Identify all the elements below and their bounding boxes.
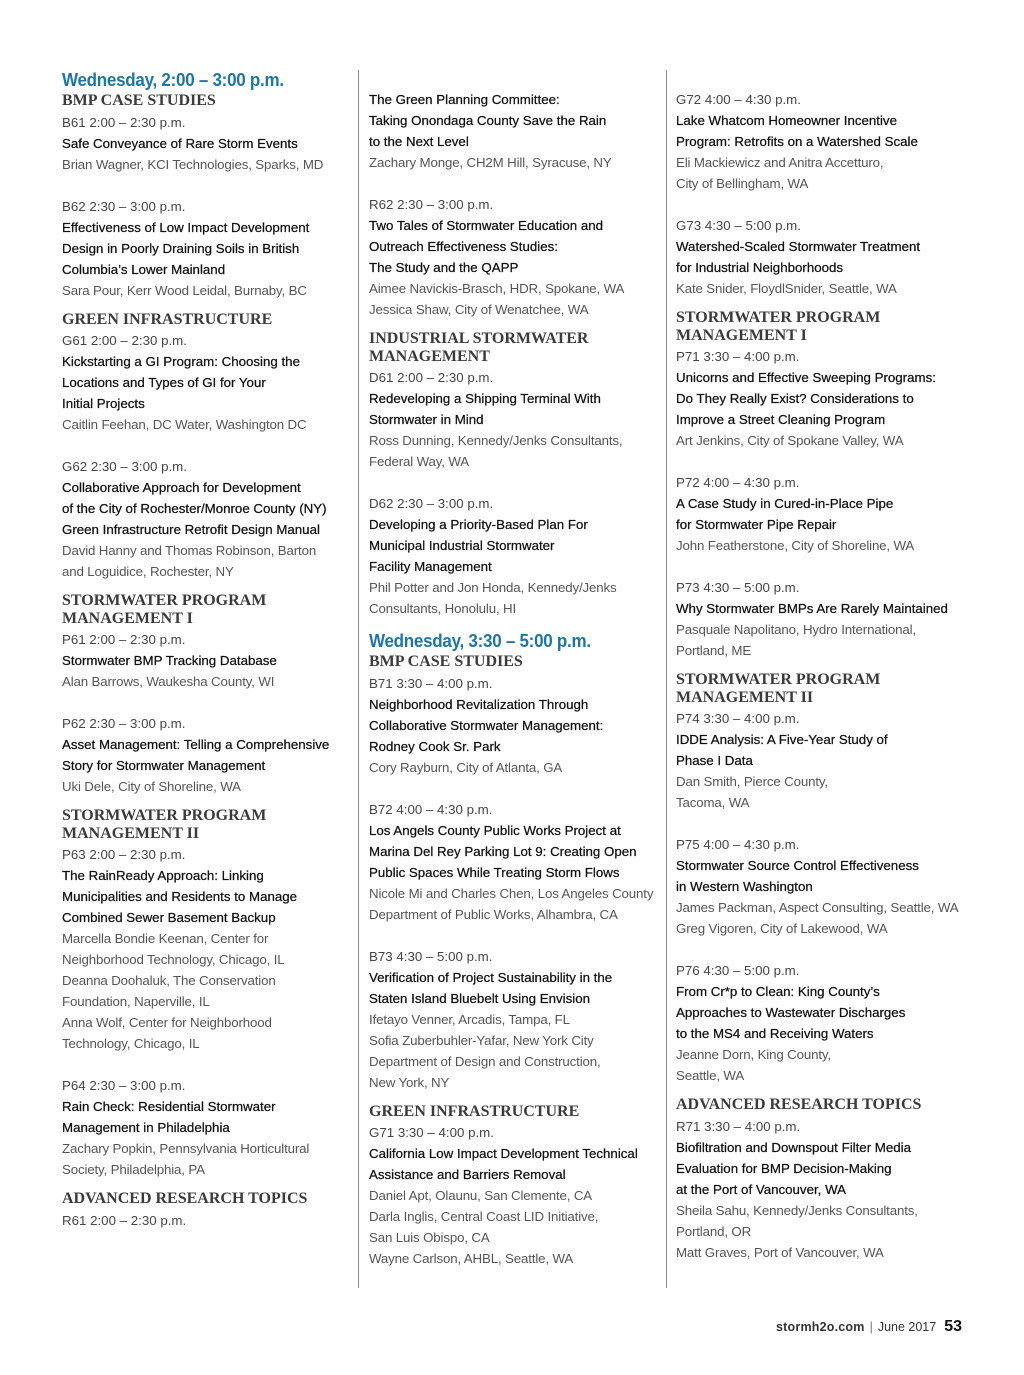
- talk-entry: [62, 112, 358, 175]
- talk-title-line: Approaches to Wastewater Discharges: [676, 1005, 906, 1020]
- talk-title-line: Municipal Industrial Stormwater: [369, 538, 555, 553]
- talk-speaker-line: Portland, OR: [676, 1223, 752, 1239]
- talk-speaker-line: Kate Snider, FloydlSnider, Seattle, WA: [676, 281, 897, 296]
- talk-speaker-line: San Luis Obispo, CA: [369, 1230, 490, 1245]
- talk-code-time: P62 2:30 – 3:00 p.m.: [62, 716, 186, 731]
- talk-title-line: Green Infrastructure Retrofit Design Manual: [62, 522, 320, 537]
- talk-title-line: Neighborhood Revitalization Through: [369, 696, 589, 712]
- talk-title-line: Biofiltration and Downspout Filter Media: [676, 1139, 912, 1155]
- talk-title-line: in Western Washington: [676, 879, 813, 894]
- talk-speaker-line: Daniel Apt, Olaunu, San Clemente, CA: [369, 1188, 592, 1203]
- talk-speaker-line: Seattle, WA: [676, 1068, 745, 1083]
- talk-speaker-line: Matt Graves, Port of Vancouver, WA: [676, 1244, 884, 1260]
- talk-speaker-line: Foundation, Naperville, IL: [62, 994, 210, 1009]
- talk-code-time: P61 2:00 – 2:30 p.m.: [62, 632, 186, 647]
- track-heading-line: MANAGEMENT II: [62, 824, 200, 842]
- talk-speaker-line: Department of Design and Construction,: [369, 1053, 601, 1069]
- talk-title-line: Why Stormwater BMPs Are Rarely Maintained: [676, 601, 948, 616]
- talk-speaker-line: Deanna Doohaluk, The Conservation: [62, 973, 276, 988]
- talk-speaker-line: Ifetayo Venner, Arcadis, Tampa, FL: [369, 1011, 570, 1027]
- track-heading: [369, 330, 665, 367]
- talk-title-line: IDDE Analysis: A Five-Year Study of: [676, 732, 888, 747]
- talk-title-line: to the MS4 and Receiving Waters: [676, 1026, 874, 1041]
- talk-entry: [676, 346, 972, 451]
- talk-title-line: Program: Retrofits on a Watershed Scale: [676, 134, 918, 149]
- talk-speaker-line: James Packman, Aspect Consulting, Seattle, WA: [676, 900, 959, 915]
- track-heading-line: MANAGEMENT II: [676, 688, 814, 706]
- talk-entry: [62, 456, 358, 582]
- talk-title-line: From Cr*p to Clean: King County’s: [676, 984, 880, 999]
- talk-speaker-line: Zachary Popkin, Pennsylvania Horticultural: [62, 1141, 310, 1156]
- talk-title-line: Rodney Cook Sr. Park: [369, 738, 501, 754]
- talk-speaker-line: Ross Dunning, Kennedy/Jenks Consultants,: [369, 433, 623, 448]
- talk-speaker-line: Brian Wagner, KCI Technologies, Sparks, MD: [62, 156, 324, 172]
- talk-speaker-line: Portland, ME: [676, 643, 752, 658]
- talk-code-time: P64 2:30 – 3:00 p.m.: [62, 1078, 186, 1093]
- talk-code-time: P75 4:00 – 4:30 p.m.: [676, 837, 800, 852]
- talk-speaker-line: Tacoma, WA: [676, 795, 750, 810]
- talk-code-time: B71 3:30 – 4:00 p.m.: [369, 675, 493, 691]
- track-heading-line: ADVANCED RESEARCH TOPICS: [676, 1096, 922, 1113]
- talk-title-line: Los Angels County Public Works Project at: [369, 822, 621, 838]
- talk-entry: [676, 472, 972, 556]
- talk-speaker-line: Zachary Monge, CH2M Hill, Syracuse, NY: [369, 155, 612, 170]
- talk-title-line: California Low Impact Development Technical: [369, 1146, 638, 1161]
- track-heading-line: MANAGEMENT I: [62, 609, 193, 627]
- talk-code-time: G72 4:00 – 4:30 p.m.: [676, 92, 801, 107]
- track-heading: [676, 671, 972, 708]
- talk-code-time: P71 3:30 – 4:00 p.m.: [676, 349, 800, 364]
- talk-title-line: Improve a Street Cleaning Program: [676, 412, 886, 427]
- track-heading-line: BMP CASE STUDIES: [62, 92, 216, 109]
- page-footer: [776, 1318, 962, 1336]
- talk-title-line: for Stormwater Pipe Repair: [676, 517, 837, 532]
- talk-speaker-line: Sara Pour, Kerr Wood Leidal, Burnaby, BC: [62, 282, 307, 298]
- track-heading: [62, 807, 358, 844]
- talk-speaker-line: Greg Vigoren, City of Lakewood, WA: [676, 921, 888, 936]
- talk-entry: [676, 577, 972, 661]
- track-heading: [62, 92, 358, 112]
- talk-code-time: P76 4:30 – 5:00 p.m.: [676, 963, 800, 978]
- talk-title-line: Outreach Effectiveness Studies:: [369, 239, 558, 254]
- track-heading: [62, 592, 358, 629]
- track-heading-line: GREEN INFRASTRUCTURE: [62, 310, 273, 328]
- program-column-3: [676, 68, 972, 1263]
- talk-entry: [369, 946, 665, 1093]
- talk-speaker-line: Sheila Sahu, Kennedy/Jenks Consultants,: [676, 1202, 918, 1218]
- talk-title-line: Assistance and Barriers Removal: [369, 1167, 566, 1182]
- talk-speaker-line: Caitlin Feehan, DC Water, Washington DC: [62, 417, 307, 432]
- track-heading: [369, 653, 665, 673]
- talk-title-line: Watershed-Scaled Stormwater Treatment: [676, 239, 921, 254]
- track-heading-line: BMP CASE STUDIES: [369, 653, 523, 670]
- talk-title-line: Redeveloping a Shipping Terminal With: [369, 391, 601, 406]
- talk-speaker-line: Wayne Carlson, AHBL, Seattle, WA: [369, 1251, 574, 1266]
- talk-title-line: Two Tales of Stormwater Education and: [369, 218, 604, 233]
- talk-title-line: The Study and the QAPP: [369, 260, 519, 275]
- talk-code-time: D62 2:30 – 3:00 p.m.: [369, 496, 494, 511]
- talk-entry: [369, 1122, 665, 1269]
- talk-title-line: Verification of Project Sustainability in the: [369, 969, 613, 985]
- talk-speaker-line: Department of Public Works, Alhambra, CA: [369, 906, 618, 922]
- track-heading-line: STORMWATER PROGRAM: [676, 671, 881, 688]
- talk-entry: [369, 799, 665, 925]
- talk-title-line: Do They Really Exist? Considerations to: [676, 391, 914, 406]
- talk-code-time: B62 2:30 – 3:00 p.m.: [62, 198, 186, 214]
- talk-speaker-line: and Loguidice, Rochester, NY: [62, 564, 234, 579]
- talk-speaker-line: Federal Way, WA: [369, 454, 469, 469]
- column-divider: [358, 70, 359, 1288]
- program-column-2: [369, 68, 665, 1269]
- talk-title-line: Locations and Types of GI for Your: [62, 375, 266, 390]
- talk-title-line: Columbia’s Lower Mainland: [62, 261, 226, 277]
- talk-speaker-line: Nicole Mi and Charles Chen, Los Angeles County: [369, 885, 654, 901]
- session-heading: Wednesday, 2:00 – 3:00 p.m.: [62, 69, 284, 90]
- talk-title-line: Collaborative Stormwater Management:: [369, 717, 604, 733]
- talk-speaker-line: Neighborhood Technology, Chicago, IL: [62, 952, 285, 967]
- talk-title-line: Safe Conveyance of Rare Storm Events: [62, 135, 298, 151]
- talk-entry: [676, 834, 972, 939]
- talk-speaker-line: Art Jenkins, City of Spokane Valley, WA: [676, 433, 904, 448]
- talk-entry: [676, 1116, 972, 1263]
- talk-code-time: B72 4:00 – 4:30 p.m.: [369, 801, 493, 817]
- talk-entry: [62, 629, 358, 692]
- talk-title-line: Effectiveness of Low Impact Development: [62, 219, 310, 235]
- track-heading-line: STORMWATER PROGRAM: [62, 592, 267, 609]
- talk-code-time: G62 2:30 – 3:00 p.m.: [62, 459, 187, 474]
- talk-code-time: R62 2:30 – 3:00 p.m.: [369, 197, 494, 212]
- talk-title-line: Public Spaces While Treating Storm Flows: [369, 864, 620, 880]
- talk-speaker-line: City of Bellingham, WA: [676, 176, 809, 191]
- talk-title-line: of the City of Rochester/Monroe County (NY): [62, 501, 327, 516]
- talk-speaker-line: Jeanne Dorn, King County,: [676, 1047, 831, 1062]
- track-heading: [62, 311, 358, 331]
- footer-website: stormh2o.com: [776, 1320, 865, 1334]
- track-heading-line: ADVANCED RESEARCH TOPICS: [62, 1190, 308, 1207]
- talk-speaker-line: Aimee Navickis-Brasch, HDR, Spokane, WA: [369, 281, 625, 296]
- talk-title-line: Story for Stormwater Management: [62, 758, 266, 773]
- track-heading: [369, 1103, 665, 1123]
- footer-issue-date: June 2017: [877, 1320, 937, 1334]
- talk-speaker-line: John Featherstone, City of Shoreline, WA: [676, 538, 915, 553]
- track-heading-line: GREEN INFRASTRUCTURE: [369, 1102, 580, 1120]
- talk-title-line: for Industrial Neighborhoods: [676, 260, 844, 275]
- track-heading-line: INDUSTRIAL STORMWATER: [369, 330, 589, 347]
- talk-title-line: Rain Check: Residential Stormwater: [62, 1099, 276, 1114]
- talk-title-line: Management in Philadelphia: [62, 1120, 230, 1135]
- talk-speaker-line: Sofia Zuberbuhler-Yafar, New York City: [369, 1032, 594, 1048]
- talk-code-time: R61 2:00 – 2:30 p.m.: [62, 1212, 187, 1228]
- talk-speaker-line: Technology, Chicago, IL: [62, 1036, 200, 1051]
- talk-title-line: A Case Study in Cured-in-Place Pipe: [676, 496, 894, 511]
- talk-code-time: G71 3:30 – 4:00 p.m.: [369, 1125, 494, 1140]
- talk-title-line: Unicorns and Effective Sweeping Programs:: [676, 370, 936, 385]
- talk-speaker-line: Darla Inglis, Central Coast LID Initiative,: [369, 1209, 599, 1224]
- track-heading: [676, 1096, 972, 1116]
- track-heading: [676, 309, 972, 346]
- talk-title-line: Staten Island Bluebelt Using Envision: [369, 990, 591, 1006]
- page-number: 53: [944, 1318, 962, 1335]
- track-heading-line: MANAGEMENT I: [676, 326, 807, 344]
- footer-separator: |: [869, 1320, 873, 1334]
- talk-code-time: P63 2:00 – 2:30 p.m.: [62, 847, 186, 862]
- talk-code-time: D61 2:00 – 2:30 p.m.: [369, 370, 494, 385]
- talk-code-time: G73 4:30 – 5:00 p.m.: [676, 218, 801, 233]
- talk-speaker-line: Pasquale Napolitano, Hydro International,: [676, 622, 916, 637]
- talk-title-line: Developing a Priority-Based Plan For: [369, 517, 588, 532]
- talk-code-time: B61 2:00 – 2:30 p.m.: [62, 114, 186, 130]
- talk-title-line: Stormwater BMP Tracking Database: [62, 653, 277, 668]
- talk-code-time: B73 4:30 – 5:00 p.m.: [369, 948, 493, 964]
- talk-title-line: Municipalities and Residents to Manage: [62, 889, 298, 904]
- track-heading: [62, 1190, 358, 1210]
- talk-code-time: P74 3:30 – 4:00 p.m.: [676, 711, 800, 726]
- talk-entry: [62, 330, 358, 435]
- talk-entry: [62, 713, 358, 797]
- talk-speaker-line: Society, Philadelphia, PA: [62, 1162, 205, 1177]
- talk-speaker-line: Uki Dele, City of Shoreline, WA: [62, 779, 241, 794]
- talk-speaker-line: Eli Mackiewicz and Anitra Accetturo,: [676, 155, 884, 170]
- talk-title-line: Stormwater in Mind: [369, 412, 484, 427]
- talk-entry: [369, 194, 665, 320]
- talk-speaker-line: David Hanny and Thomas Robinson, Barton: [62, 543, 317, 558]
- talk-code-time: P72 4:00 – 4:30 p.m.: [676, 475, 800, 490]
- talk-entry: [369, 493, 665, 619]
- talk-code-time: G61 2:00 – 2:30 p.m.: [62, 333, 187, 348]
- talk-title-line: Asset Management: Telling a Comprehensive: [62, 737, 330, 752]
- talk-title-line: Facility Management: [369, 559, 492, 574]
- talk-speaker-line: Jessica Shaw, City of Wenatchee, WA: [369, 302, 589, 317]
- talk-title-line: The Green Planning Committee:: [369, 92, 560, 107]
- talk-title-line: Stormwater Source Control Effectiveness: [676, 858, 919, 873]
- talk-entry: [62, 196, 358, 301]
- talk-entry: [62, 1210, 358, 1231]
- program-column-1: [62, 68, 358, 1231]
- track-heading-line: STORMWATER PROGRAM: [676, 309, 881, 326]
- talk-title-line: Collaborative Approach for Development: [62, 480, 301, 495]
- talk-speaker-line: Alan Barrows, Waukesha County, WI: [62, 674, 275, 689]
- session-heading: Wednesday, 3:30 – 5:00 p.m.: [369, 630, 591, 651]
- track-heading-line: STORMWATER PROGRAM: [62, 807, 267, 824]
- talk-entry: [369, 673, 665, 778]
- talk-title-line: Marina Del Rey Parking Lot 9: Creating Open: [369, 843, 637, 859]
- talk-title-line: Taking Onondaga County Save the Rain: [369, 113, 607, 128]
- talk-speaker-line: New York, NY: [369, 1074, 450, 1090]
- talk-entry: [676, 89, 972, 194]
- talk-speaker-line: Anna Wolf, Center for Neighborhood: [62, 1015, 272, 1030]
- talk-entry: [369, 89, 665, 173]
- talk-speaker-line: Dan Smith, Pierce County,: [676, 774, 828, 789]
- talk-speaker-line: Marcella Bondie Keenan, Center for: [62, 931, 269, 946]
- talk-speaker-line: Consultants, Honolulu, HI: [369, 601, 517, 616]
- talk-entry: [676, 708, 972, 813]
- talk-title-line: Initial Projects: [62, 396, 145, 411]
- talk-speaker-line: Phil Potter and Jon Honda, Kennedy/Jenks: [369, 580, 617, 595]
- talk-code-time: P73 4:30 – 5:00 p.m.: [676, 580, 800, 595]
- talk-title-line: Lake Whatcom Homeowner Incentive: [676, 113, 897, 128]
- talk-title-line: Combined Sewer Basement Backup: [62, 910, 276, 925]
- talk-title-line: The RainReady Approach: Linking: [62, 868, 264, 883]
- talk-entry: [369, 367, 665, 472]
- talk-title-line: Design in Poorly Draining Soils in British: [62, 240, 300, 256]
- talk-title-line: Phase I Data: [676, 753, 753, 768]
- talk-title-line: to the Next Level: [369, 134, 469, 149]
- talk-code-time: R71 3:30 – 4:00 p.m.: [676, 1118, 801, 1134]
- talk-title-line: at the Port of Vancouver, WA: [676, 1181, 846, 1197]
- talk-entry: [62, 844, 358, 1054]
- talk-title-line: Kickstarting a GI Program: Choosing the: [62, 354, 300, 369]
- talk-entry: [676, 215, 972, 299]
- track-heading-line: MANAGEMENT: [369, 347, 490, 365]
- talk-entry: [676, 960, 972, 1086]
- talk-entry: [62, 1075, 358, 1180]
- talk-speaker-line: Cory Rayburn, City of Atlanta, GA: [369, 759, 563, 775]
- column-divider: [666, 70, 667, 1288]
- talk-title-line: Evaluation for BMP Decision-Making: [676, 1160, 892, 1176]
